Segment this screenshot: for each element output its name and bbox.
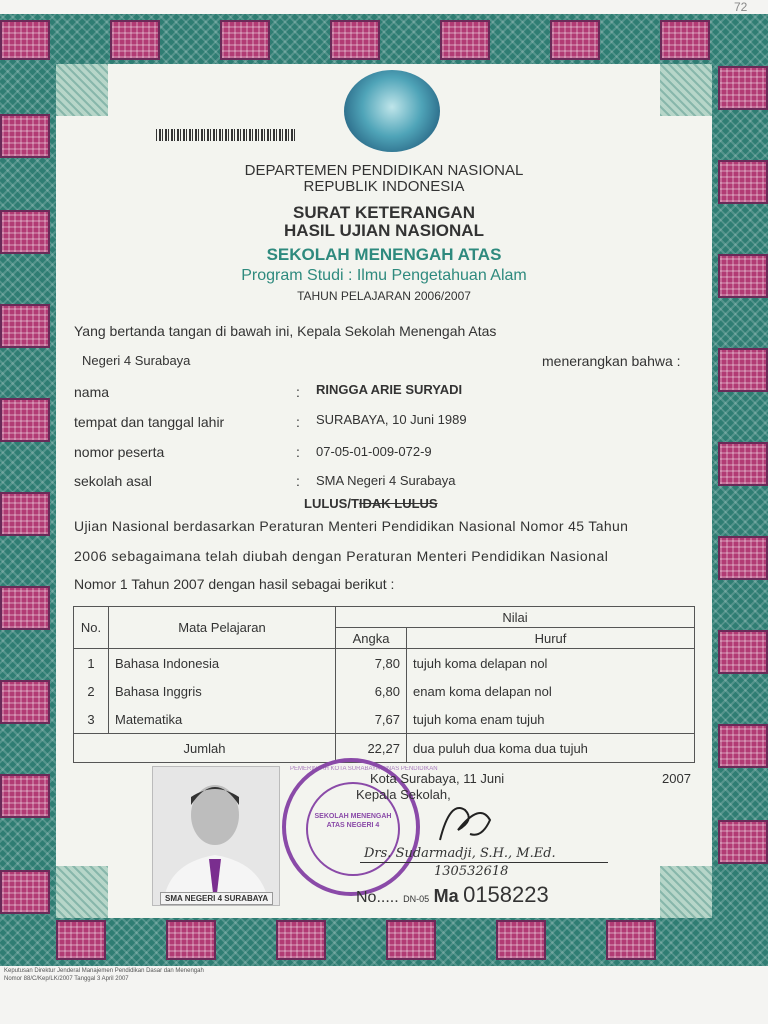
ministry-heading: DEPARTEMEN PENDIDIKAN NASIONAL xyxy=(244,162,524,179)
result-fail-struck: IDAK LULUS xyxy=(358,496,438,511)
body-line-2: 2006 sebagaimana telah diubah dengan Peraturan Menteri Pendidikan Nasional xyxy=(74,548,609,564)
footer-note-1: Keputusan Direktur Jenderal Manajemen Pendidikan Dasar dan Menengah xyxy=(4,968,204,974)
header-angka: Angka xyxy=(336,628,407,649)
field-colon: : xyxy=(296,384,300,400)
barcode xyxy=(156,129,296,141)
declares-text: menerangkan bahwa : xyxy=(542,353,681,369)
body-line-3: Nomor 1 Tahun 2007 dengan hasil sebagai berikut : xyxy=(74,576,395,592)
table-row: 2 Bahasa Inggris 6,80 enam koma delapan nol xyxy=(74,677,695,705)
serial-series: Ma xyxy=(433,886,459,906)
corner-number: 72 xyxy=(734,0,748,14)
signature-line xyxy=(360,862,608,863)
serial-prefix: No..... xyxy=(356,889,399,906)
field-value-participant-no: 07-05-01-009-072-9 xyxy=(316,444,432,459)
field-label-origin-school: sekolah asal xyxy=(74,473,152,489)
header-huruf: Huruf xyxy=(407,628,695,649)
doc-title-1: SURAT KETERANGAN xyxy=(293,203,475,222)
photo-caption: SMA NEGERI 4 SURABAYA xyxy=(160,892,273,905)
table-row: 3 Matematika 7,67 tujuh koma enam tujuh xyxy=(74,705,695,734)
header-no: No. xyxy=(74,607,109,649)
field-label-birth: tempat dan tanggal lahir xyxy=(74,414,225,430)
serial-number-line xyxy=(356,882,549,908)
result-pass: LULUS/T xyxy=(304,496,359,511)
doc-title-2: HASIL UJIAN NASIONAL xyxy=(284,221,484,240)
country-heading: REPUBLIK INDONESIA xyxy=(303,178,465,195)
field-colon: : xyxy=(296,473,300,489)
header-nilai: Nilai xyxy=(336,607,695,628)
academic-year: TAHUN PELAJARAN 2006/2007 xyxy=(297,289,471,303)
school-level: SEKOLAH MENENGAH ATAS xyxy=(266,245,502,264)
place-date: Kota Surabaya, 11 Juni xyxy=(370,771,505,786)
exam-result xyxy=(304,496,438,511)
field-label-name: nama xyxy=(74,384,110,400)
body-line-1: Ujian Nasional berdasarkan Peraturan Menteri Pendidikan Nasional Nomor 45 Tahun xyxy=(74,518,629,534)
grades-table xyxy=(73,606,695,763)
table-row: 1 Bahasa Indonesia 7,80 tujuh koma delapan nol xyxy=(74,649,695,678)
field-colon: : xyxy=(296,444,300,460)
signer-name: Drs. Sudarmadji, S.H., M.Ed. xyxy=(364,846,556,861)
serial-number: 0158223 xyxy=(463,882,549,907)
field-colon: : xyxy=(296,414,300,430)
signer-nip: 130532618 xyxy=(434,864,509,879)
field-label-participant-no: nomor peserta xyxy=(74,444,165,460)
garuda-emblem-icon xyxy=(344,70,440,152)
field-value-origin-school: SMA Negeri 4 Surabaya xyxy=(316,473,456,488)
date-year: 2007 xyxy=(662,771,691,786)
program: Program Studi : Ilmu Pengetahuan Alam xyxy=(241,267,527,284)
header-subject: Mata Pelajaran xyxy=(109,607,336,649)
signature xyxy=(420,790,510,850)
student-photo xyxy=(152,766,280,906)
table-total-row: Jumlah 22,27 dua puluh dua koma dua tujuh xyxy=(74,734,695,763)
footer-note-2: Nomor 88/C/Kep/LK/2007 Tanggal 3 April 2007 xyxy=(4,976,129,982)
intro-text: Yang bertanda tangan di bawah ini, Kepala Sekolah Menengah Atas xyxy=(74,323,497,339)
official-stamp: SEKOLAH MENENGAH ATAS NEGERI 4 PEMERINTAH KOTA SURABAYA DINAS PENDIDIKAN xyxy=(282,758,420,896)
serial-code: DN-05 xyxy=(403,894,430,904)
field-value-birth: SURABAYA, 10 Juni 1989 xyxy=(316,412,467,427)
school-name: Negeri 4 Surabaya xyxy=(82,353,191,368)
signer-title: Kepala Sekolah, xyxy=(356,787,451,802)
field-value-name: RINGGA ARIE SURYADI xyxy=(316,382,463,397)
